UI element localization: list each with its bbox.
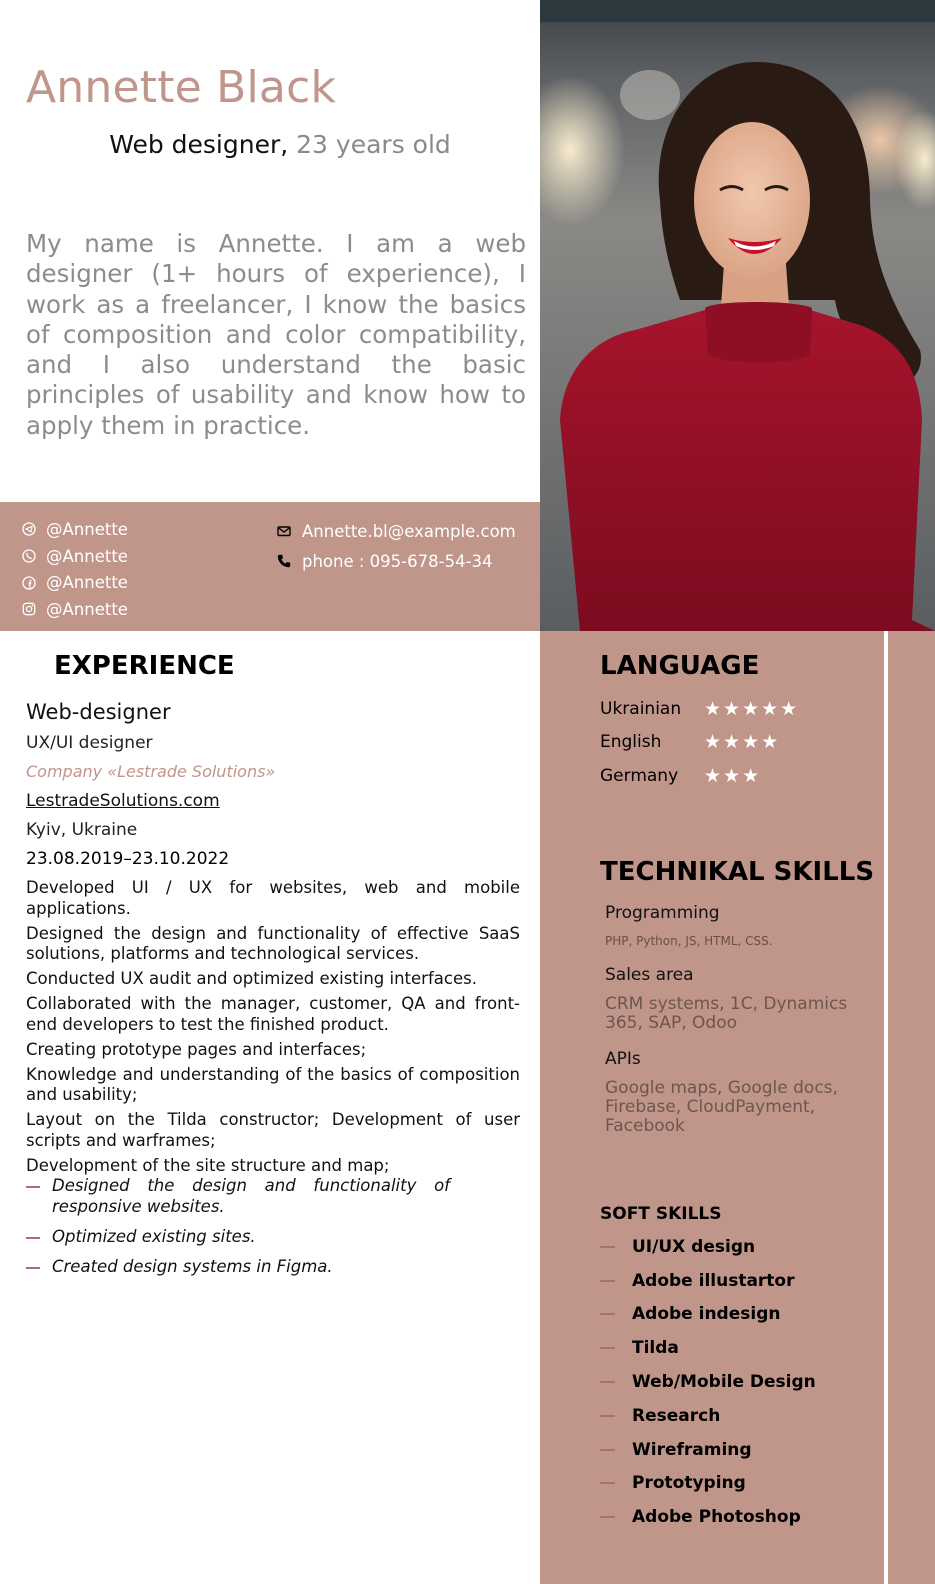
star-rating: ★★★ [704, 765, 762, 787]
soft-skill-label: Research [632, 1405, 721, 1426]
dash-icon [600, 1415, 615, 1417]
company-name: Company «Lestrade Solutions» [26, 762, 276, 781]
viber-icon [22, 549, 36, 563]
star-rating: ★★★★ [704, 731, 781, 753]
social-telegram[interactable] [22, 516, 128, 543]
dash-icon [26, 1267, 40, 1269]
star-rating: ★★★★★ [704, 698, 800, 720]
language-name: English [600, 732, 662, 752]
mail-icon [276, 523, 292, 539]
programming-value: PHP, Python, JS, HTML, CSS. [605, 934, 773, 948]
apis-label: APIs [605, 1049, 641, 1069]
soft-skills-list [600, 1230, 816, 1534]
soft-skill-item [600, 1399, 816, 1433]
soft-skill-label: Wireframing [632, 1439, 752, 1460]
language-title: LANGUAGE [600, 651, 760, 681]
candidate-name: Annette Black [26, 62, 337, 113]
soft-skill-item [600, 1365, 816, 1399]
duty-item: Knowledge and understanding of the basics of composition and usability; [26, 1064, 520, 1104]
experience-title: EXPERIENCE [54, 651, 235, 681]
role-title: Web designer, [109, 130, 289, 159]
contact-list [276, 516, 516, 576]
soft-skill-item [600, 1467, 816, 1501]
dash-icon [600, 1313, 615, 1315]
soft-skill-item [600, 1298, 816, 1332]
social-handle: @Annette [46, 519, 128, 539]
language-name: Ukrainian [600, 699, 682, 719]
dash-icon [26, 1186, 40, 1188]
soft-skill-label: Tilda [632, 1338, 679, 1359]
email-contact[interactable] [276, 516, 516, 546]
phone-text: phone : 095-678-54-34 [302, 551, 493, 571]
social-handle: @Annette [46, 573, 128, 593]
phone-icon [276, 553, 292, 569]
social-list [22, 516, 128, 623]
achievement-item [26, 1176, 450, 1217]
achievement-text: Optimized existing sites. [52, 1226, 256, 1246]
soft-skill-label: UI/UX design [632, 1236, 756, 1257]
social-viber[interactable] [22, 543, 128, 570]
company-link[interactable]: LestradeSolutions.com [26, 791, 220, 811]
facebook-icon [22, 576, 36, 590]
duty-item: Creating prototype pages and interfaces; [26, 1039, 367, 1059]
soft-skill-label: Adobe indesign [632, 1304, 781, 1325]
duty-item: Developed UI / UX for websites, web and mobile applications. [26, 878, 520, 918]
apis-value: Google maps, Google docs, Firebase, CloudPayment, Facebook [605, 1078, 838, 1136]
achievement-item [26, 1227, 450, 1248]
language-row [600, 765, 761, 787]
duties-list [26, 878, 520, 1181]
social-handle: @Annette [46, 599, 128, 619]
role-line [0, 130, 560, 159]
sales-label: Sales area [605, 965, 694, 985]
soft-skill-label: Adobe illustartor [632, 1270, 795, 1291]
achievement-text: Created design systems in Figma. [52, 1256, 333, 1276]
job-title: Web-designer [26, 700, 171, 724]
profile-photo [540, 0, 935, 631]
sidebar-stripe [888, 631, 935, 1584]
job-subtitle: UX/UI designer [26, 733, 153, 753]
soft-skill-label: Adobe Photoshop [632, 1507, 801, 1528]
contact-bar [0, 502, 540, 631]
age: 23 years old [296, 130, 451, 159]
language-name: Germany [600, 766, 679, 786]
email-text: Annette.bl@example.com [302, 521, 516, 541]
portrait-illustration [540, 0, 935, 631]
dash-icon [600, 1516, 615, 1518]
duty-item: Designed the design and functionality of effective SaaS solutions, platforms and technological services. [26, 923, 520, 963]
achievement-text: Designed the design and functionality of responsive websites. [52, 1176, 450, 1216]
duty-item: Collaborated with the manager, customer, QA and front-end developers to test the finished product. [26, 994, 520, 1034]
social-instagram[interactable] [22, 596, 128, 623]
phone-contact[interactable] [276, 546, 516, 576]
soft-skill-item [600, 1264, 816, 1298]
soft-skill-item [600, 1500, 816, 1534]
dash-icon [600, 1482, 615, 1484]
dash-icon [600, 1280, 615, 1282]
language-row [600, 731, 780, 753]
soft-skill-item [600, 1433, 816, 1467]
dash-icon [600, 1449, 615, 1451]
soft-skills-title: SOFT SKILLS [600, 1204, 722, 1224]
dash-icon [600, 1246, 615, 1248]
duty-item: Layout on the Tilda constructor; Development of user scripts and warframes; [26, 1110, 520, 1150]
language-row [600, 698, 799, 720]
soft-skill-item [600, 1331, 816, 1365]
soft-skill-label: Web/Mobile Design [632, 1372, 816, 1393]
telegram-icon [22, 522, 36, 536]
soft-skill-item [600, 1230, 816, 1264]
dash-icon [600, 1381, 615, 1383]
bio-paragraph: My name is Annette. I am a web designer (1+ hours of experience), I work as a freelancer, I know the basics of composition and color compatibility, and I also understand the basic principles of usability and know how to apply them in practice. [26, 229, 526, 440]
technical-skills-title: TECHNIKAL SKILLS [600, 857, 875, 887]
instagram-icon [22, 602, 36, 616]
dash-icon [26, 1237, 40, 1239]
social-facebook[interactable] [22, 569, 128, 596]
programming-label: Programming [605, 903, 720, 923]
duty-item: Conducted UX audit and optimized existing interfaces. [26, 969, 477, 988]
achievements-list [26, 1176, 450, 1287]
sales-value: CRM systems, 1C, Dynamics 365, SAP, Odoo [605, 994, 848, 1033]
job-city: Kyiv, Ukraine [26, 820, 138, 840]
soft-skill-label: Prototyping [632, 1473, 746, 1494]
duty-item: Development of the site structure and map; [26, 1155, 390, 1175]
dash-icon [600, 1347, 615, 1349]
achievement-item [26, 1257, 450, 1278]
social-handle: @Annette [46, 546, 128, 566]
job-dates: 23.08.2019–23.10.2022 [26, 849, 230, 869]
